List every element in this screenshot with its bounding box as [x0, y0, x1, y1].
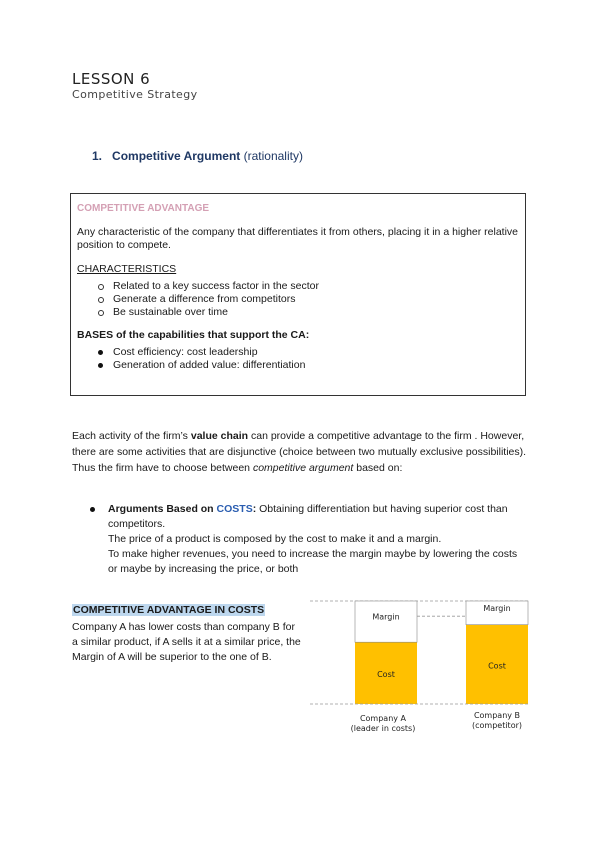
argument-line-2: The price of a product is composed by the cost to make it and a margin.: [108, 533, 442, 545]
bold-run: value chain: [190, 430, 249, 442]
box-definition: Any characteristic of the company that differentiates it from others, placing it in a higher relative position to compete.: [77, 226, 519, 251]
bases-title: BASES of the capabilities that support the CA:: [77, 329, 310, 341]
section-heading: [92, 149, 303, 163]
value-chain-paragraph: [72, 428, 532, 476]
category-label-1-1: (competitor): [471, 721, 523, 730]
bases-list: [77, 346, 519, 372]
characteristics-title: CHARACTERISTICS: [77, 263, 177, 275]
colon: :: [252, 503, 257, 515]
category-label-0-1: (leader in costs): [350, 724, 416, 733]
list-item: Generate a difference from competitors: [77, 293, 519, 306]
competitive-advantage-box: [70, 193, 526, 396]
box-title: COMPETITIVE ADVANTAGE: [77, 203, 210, 214]
list-item: Generation of added value: differentiation: [77, 359, 519, 372]
category-label-0-0: Company A: [359, 714, 407, 723]
keyword-costs: COSTS: [216, 503, 253, 515]
bar-label-cost-0: Cost: [377, 670, 395, 680]
argument-costs: [86, 502, 526, 577]
lesson-title: LESSON 6: [72, 70, 151, 88]
section-note: (rationality): [243, 149, 303, 163]
list-item: Related to a key success factor in the sector: [77, 280, 519, 293]
italic-run: competitive argument: [252, 462, 354, 474]
bar-label-cost-1: Cost: [488, 661, 506, 671]
bullet-icon: [90, 507, 95, 512]
bar-label-margin-0: Margin: [372, 612, 400, 622]
lesson-subtitle: Competitive Strategy: [72, 88, 198, 101]
characteristics-list: [77, 280, 519, 319]
argument-line-1: [108, 502, 526, 532]
cost-comparison-chart: [310, 592, 530, 747]
text-run: based on:: [353, 462, 403, 474]
text-run: can provide a competitive advantage to the firm . However, there are some activities that are disjunctive (choice between two mutually exclusive possibilities). Thus the firm have to choose between: [72, 430, 527, 474]
category-label-1-0: Company B: [473, 711, 521, 720]
cost-section-title: COMPETITIVE ADVANTAGE IN COSTS: [73, 604, 265, 616]
section-number: 1.: [92, 149, 103, 163]
text-run: Obtaining differentiation but having superior cost than competitors.: [108, 503, 508, 530]
bold-run: Arguments Based on: [108, 503, 217, 515]
list-item: Cost efficiency: cost leadership: [77, 346, 519, 359]
bar-label-margin-1: Margin: [483, 603, 511, 613]
cost-section-text: Company A has lower costs than company B for a similar product, if A sells it at a similar price, the Margin of A will be superior to the one of B.: [72, 621, 301, 663]
list-item: Be sustainable over time: [77, 306, 519, 319]
section-title: Competitive Argument: [112, 149, 241, 163]
text-run: Each activity of the firm’s: [72, 430, 191, 442]
argument-line-3: To make higher revenues, you need to increase the margin maybe by lowering the costs or maybe by increasing the price, or both: [108, 548, 518, 575]
